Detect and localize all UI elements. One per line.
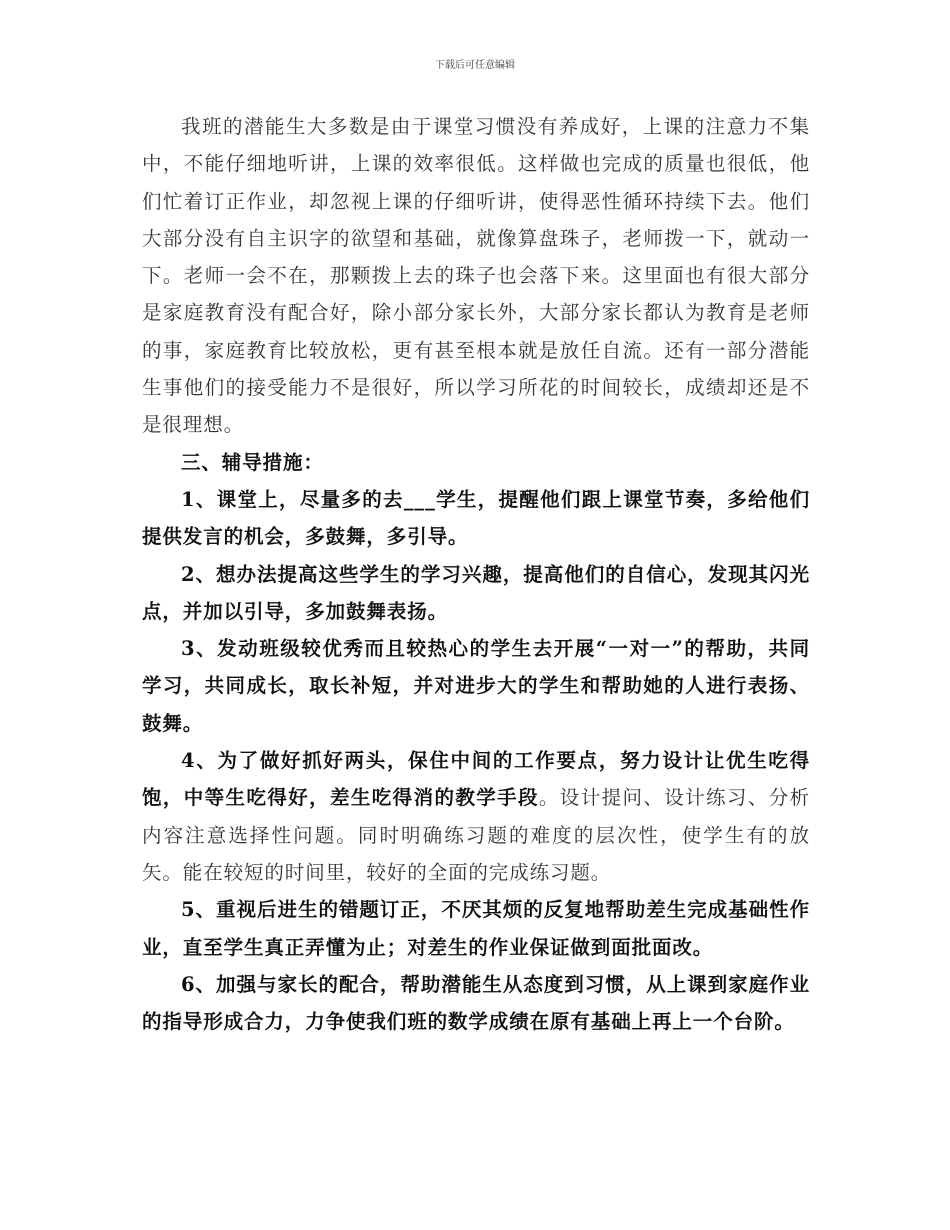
measure-item-4-light: 。设计提问、设计练习、分析内容注意选择性问题。同时明确练习题的难度的层次性，使学生有的放矢。能在较短的时间里，较好的全面的完成练习题。 bbox=[142, 786, 811, 884]
document-body bbox=[142, 108, 810, 1040]
measure-item-1: 1、课堂上，尽量多的去___学生，提醒他们跟上课堂节奏，多给他们提供发言的机会，多鼓舞，多引导。 bbox=[142, 487, 810, 549]
measure-item-2: 2、想办法提高这些学生的学习兴趣，提高他们的自信心，发现其闪光点，并加以引导，多加鼓舞表扬。 bbox=[142, 562, 810, 623]
measure-item-3: 3、发动班级较优秀而且较热心的学生去开展“一对一”的帮助，共同学习，共同成长，取长补短，并对进步大的学生和帮助她的人进行表扬、鼓舞。 bbox=[142, 637, 810, 735]
measure-item-6: 6、加强与家长的配合，帮助潜能生从态度到习惯，从上课到家庭作业的指导形成合力，力争使我们班的数学成绩在原有基础上再上一个台阶。 bbox=[142, 972, 810, 1034]
intro-paragraph: 我班的潜能生大多数是由于课堂习惯没有养成好，上课的注意力不集中，不能仔细地听讲，上课的效率很低。这样做也完成的质量也很低，他们忙着订正作业，却忽视上课的仔细听讲，使得恶性循环持续下去。他们大部分没有自主识字的欲望和基础，就像算盘珠子，老师拨一下，就动一下。老师一会不在，那颗拨上去的珠子也会落下来。这里面也有很大部分是家庭教育没有配合好，除小部分家长外，大部分家长都认为教育是老师的事，家庭教育比较放松，更有甚至根本就是放任自流。还有一部分潜能生事他们的接受能力不是很好，所以学习所花的时间较长，成绩却还是不是很理想。 bbox=[142, 115, 810, 437]
section-heading: 三、辅导措施： bbox=[181, 450, 324, 474]
measure-item-5: 5、重视后进生的错题订正，不厌其烦的反复地帮助差生完成基础性作业，直至学生真正弄懂为止；对差生的作业保证做到面批面改。 bbox=[142, 898, 810, 959]
measure-item-4 bbox=[142, 742, 810, 891]
measure-item-4-bold: 4、为了做好抓好两头，保住中间的工作要点，努力设计让优生吃得饱，中等生吃得好，差生吃得消的教学手段 bbox=[142, 749, 810, 810]
page-header: 下载后可任意编辑 bbox=[435, 60, 515, 71]
